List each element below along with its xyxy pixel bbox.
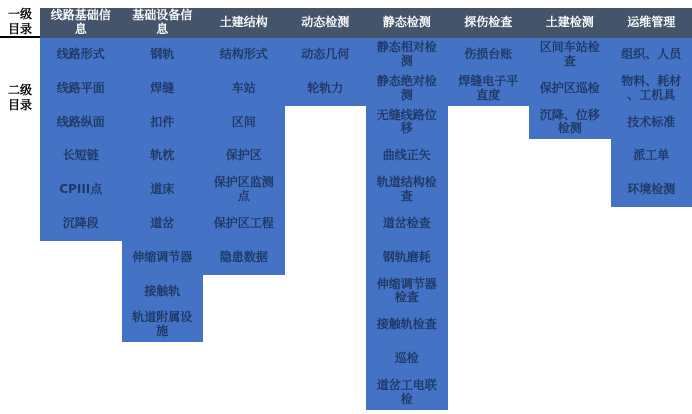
list-item: 轨道附属设施 bbox=[132, 310, 193, 339]
list-item: 曲线正矢 bbox=[382, 148, 431, 163]
level1-directory-label: 一级目录 bbox=[0, 8, 40, 38]
list-item: 结构形式 bbox=[219, 47, 268, 61]
list-item: 道床 bbox=[150, 182, 175, 197]
legend-column bbox=[0, 8, 40, 113]
category-column-dynamic-inspection bbox=[285, 8, 367, 410]
level2-directory-label: 二级目录 bbox=[7, 83, 32, 112]
column-body bbox=[529, 38, 611, 139]
list-item: CPIII点 bbox=[59, 182, 103, 197]
list-item: 道岔工电联检 bbox=[376, 378, 437, 406]
column-header: 探伤检查 bbox=[448, 8, 530, 38]
list-item: 静态相对检测 bbox=[376, 40, 437, 68]
list-item: 车站 bbox=[231, 80, 256, 95]
list-item: 伤损台账 bbox=[464, 47, 513, 61]
column-header: 动态检测 bbox=[285, 8, 367, 38]
column-body bbox=[611, 38, 692, 207]
column-header: 土建结构 bbox=[203, 8, 285, 38]
list-item: 长短链 bbox=[62, 148, 99, 163]
column-body bbox=[122, 38, 204, 342]
list-item: 物料、耗材、工机具 bbox=[621, 73, 682, 102]
column-body bbox=[366, 38, 448, 410]
list-item: 沉降、位移检测 bbox=[539, 107, 600, 136]
column-header: 静态检测 bbox=[366, 8, 448, 38]
list-item: 隐患数据 bbox=[219, 249, 268, 264]
list-item: 保护区工程 bbox=[213, 215, 274, 230]
list-item: 轨道结构检查 bbox=[376, 175, 437, 204]
list-item: 无缝线路位移 bbox=[376, 107, 437, 136]
category-column-civil-structure bbox=[203, 8, 285, 410]
list-item: 派工单 bbox=[633, 148, 670, 163]
list-item: 沉降段 bbox=[62, 215, 99, 230]
list-item: 轨枕 bbox=[150, 148, 175, 163]
list-item: 动态几何 bbox=[301, 47, 350, 61]
category-column-line-basic-info bbox=[40, 8, 122, 410]
list-item: 区间 bbox=[231, 114, 256, 129]
list-item: 接触轨检查 bbox=[376, 317, 437, 332]
list-item: 技术标准 bbox=[627, 114, 676, 129]
list-item: 扣件 bbox=[150, 114, 175, 129]
column-body bbox=[40, 38, 122, 241]
column-header: 线路基础信息 bbox=[40, 8, 122, 38]
category-matrix bbox=[40, 8, 692, 410]
list-item: 线路平面 bbox=[56, 80, 105, 95]
list-item: 伸缩调节器 bbox=[132, 249, 193, 264]
list-item: 保护区巡检 bbox=[539, 80, 600, 95]
column-body bbox=[448, 38, 530, 106]
list-item: 保护区监测点 bbox=[213, 175, 274, 204]
list-item: 焊缝电子平直度 bbox=[458, 73, 519, 102]
category-column-operation-management bbox=[611, 8, 692, 410]
list-item: 线路形式 bbox=[56, 47, 105, 61]
list-item: 伸缩调节器检查 bbox=[376, 276, 437, 305]
list-item: 钢轨磨耗 bbox=[382, 249, 431, 264]
list-item: 道岔检查 bbox=[382, 215, 431, 230]
list-item: 线路纵面 bbox=[56, 114, 105, 129]
list-item: 钢轨 bbox=[150, 47, 175, 61]
column-header: 运维管理 bbox=[611, 8, 692, 38]
list-item: 组织、人员 bbox=[621, 47, 682, 61]
column-body bbox=[285, 38, 367, 106]
list-item: 区间车站检查 bbox=[539, 40, 600, 68]
column-body bbox=[203, 38, 285, 275]
category-column-basic-equipment-info bbox=[122, 8, 204, 410]
list-item: 环境检测 bbox=[627, 182, 676, 197]
list-item: 巡检 bbox=[394, 351, 419, 366]
column-header: 土建检测 bbox=[529, 8, 611, 38]
list-item: 接触轨 bbox=[144, 283, 181, 298]
list-item: 道岔 bbox=[150, 215, 175, 230]
category-column-civil-inspection bbox=[529, 8, 611, 410]
category-column-flaw-detection bbox=[448, 8, 530, 410]
list-item: 轮轨力 bbox=[307, 80, 344, 95]
list-item: 焊缝 bbox=[150, 80, 175, 95]
list-item: 静态绝对检测 bbox=[376, 73, 437, 102]
column-header: 基础设备信息 bbox=[122, 8, 204, 38]
list-item: 保护区 bbox=[225, 148, 262, 163]
category-column-static-inspection bbox=[366, 8, 448, 410]
